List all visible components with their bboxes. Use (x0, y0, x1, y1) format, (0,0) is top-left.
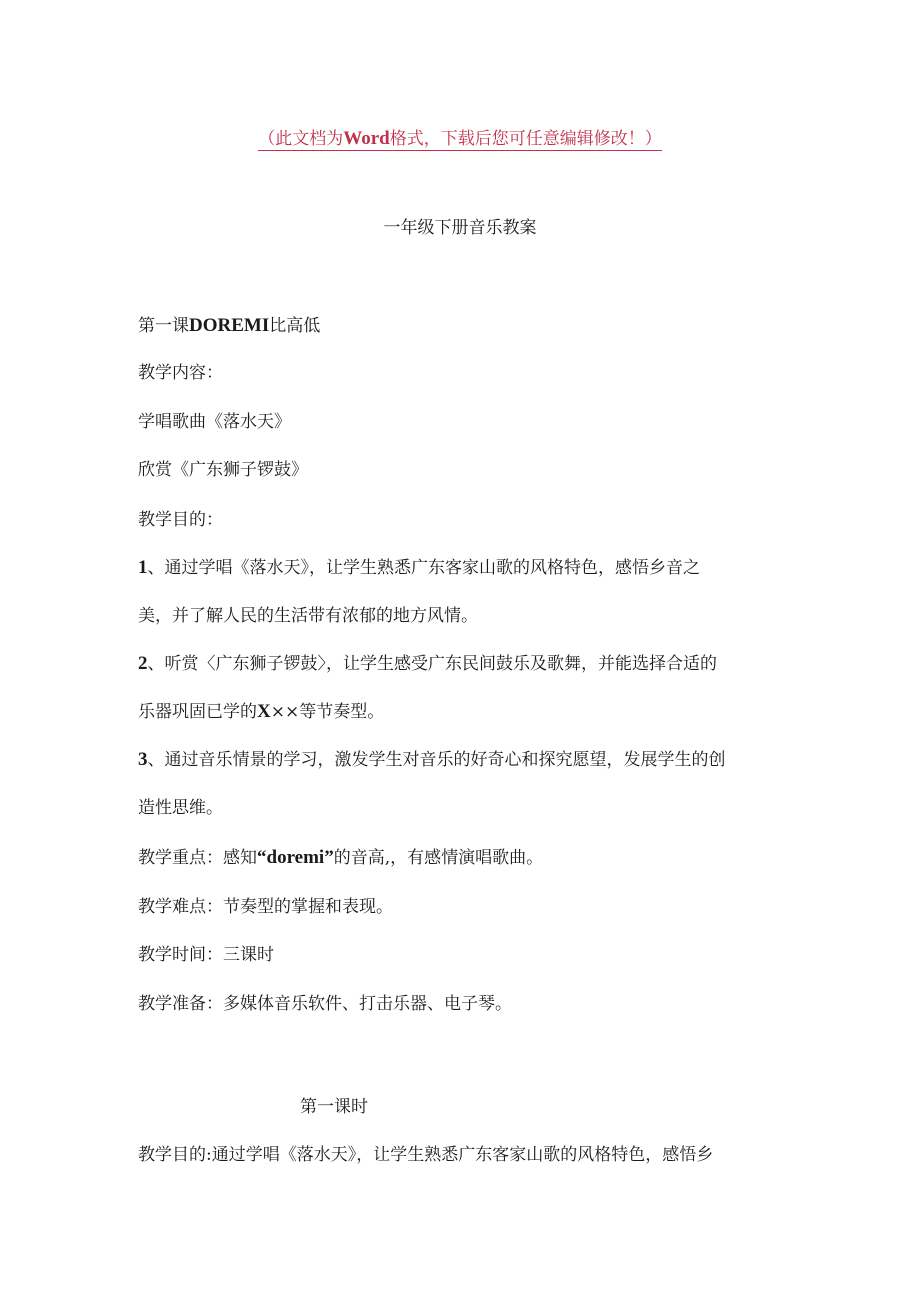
goal-3-line1 (138, 747, 726, 773)
section-goal: 教学目的:通过学唱《落水天》，让学生熟悉广东客家山歌的风格特色，感悟乡 (138, 1145, 714, 1165)
section-title: 第一课时 (300, 1097, 368, 1117)
key-point-prefix: 教学重点：感知 (138, 848, 257, 868)
goal-2-line1 (138, 651, 717, 677)
key-point-bold: “doremi” (257, 847, 334, 868)
goal-3-line2: 造性思维。 (138, 798, 223, 818)
lesson-suffix: 比高低 (269, 316, 321, 336)
goal-1-number: 1 (138, 557, 148, 578)
content-label: 教学内容： (138, 363, 223, 383)
key-point-suffix: 的音高,，有感情演唱歌曲。 (333, 848, 544, 868)
teaching-prep: 教学准备：多媒体音乐软件、打击乐器、电子琴。 (138, 994, 512, 1014)
teaching-time: 教学时间：三课时 (138, 945, 274, 965)
download-notice (0, 127, 920, 151)
document-title: 一年级下册音乐教案 (383, 218, 537, 238)
lesson-heading (138, 313, 320, 339)
content-item-1: 学唱歌曲《落水天》 (138, 412, 291, 432)
goal-3-number: 3 (138, 749, 148, 770)
goal-2-line2 (138, 699, 384, 725)
goal-2-line2-suffix: ××等节奏型。 (270, 702, 385, 722)
content-item-2: 欣赏《广东狮子锣鼓》 (138, 460, 308, 480)
goal-3-text: 、通过音乐情景的学习，激发学生对音乐的好奇心和探究愿望，发展学生的创 (147, 750, 726, 770)
lesson-prefix: 第一课 (138, 316, 189, 336)
notice-text (258, 129, 661, 151)
notice-suffix: 格式，下载后您可任意编辑修改！） (389, 129, 662, 149)
key-point (138, 845, 543, 871)
goal-2-line2-prefix: 乐器巩固已学的 (138, 702, 257, 722)
goal-1-line2: 美，并了解人民的生活带有浓郁的地方风情。 (138, 606, 478, 626)
lesson-bold: DOREMI (189, 315, 270, 336)
goal-2-text: 、听赏〈广东狮子锣鼓〉，让学生感受广东民间鼓乐及歌舞，并能选择合适的 (147, 654, 717, 674)
goal-1-line1 (138, 555, 700, 581)
goal-1-text: 、通过学唱《落水天》，让学生熟悉广东客家山歌的风格特色，感悟乡音之 (147, 558, 700, 578)
difficulty: 教学难点：节奏型的掌握和表现。 (138, 897, 393, 917)
goal-2-number: 2 (138, 653, 148, 674)
goal-2-line2-bold: X (257, 701, 271, 722)
goals-label: 教学目的： (138, 510, 223, 530)
notice-prefix: （此文档为 (258, 129, 344, 149)
notice-word: Word (343, 128, 390, 149)
